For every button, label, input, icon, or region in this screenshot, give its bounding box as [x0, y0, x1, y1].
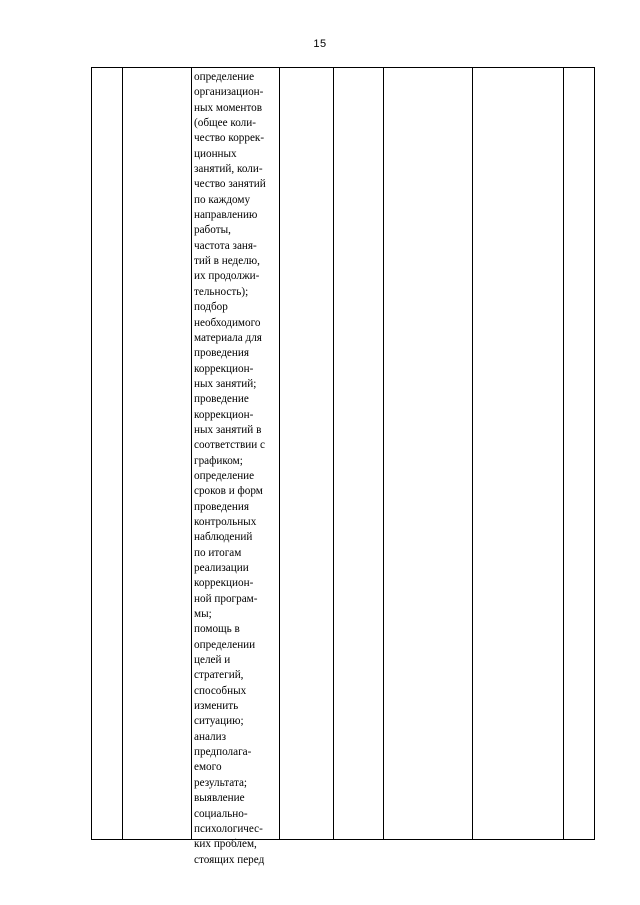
cell-text-line: частота заня-: [194, 239, 257, 252]
table-column-divider: [563, 68, 564, 839]
cell-text-line: наблюдений: [194, 531, 253, 544]
cell-text-line: стратегий,: [194, 669, 244, 682]
table-column-divider: [383, 68, 384, 839]
table-column-divider: [122, 68, 123, 839]
cell-text-line: способных: [194, 684, 247, 697]
cell-text-line: тельность);: [194, 285, 249, 298]
cell-text-line: реализации: [194, 562, 249, 574]
cell-text-line: организацион-: [194, 86, 264, 99]
table-column-divider: [191, 68, 192, 839]
cell-text-line: соответствии с: [194, 439, 265, 452]
cell-text-line: их продолжи-: [194, 270, 260, 283]
cell-text-line: изменить: [194, 700, 239, 713]
cell-text-line: проведения: [194, 500, 249, 513]
cell-text-line: стоящих перед: [194, 853, 265, 866]
page-number: 15: [313, 38, 327, 50]
cell-text-line: контрольных: [194, 515, 257, 528]
cell-text-line: определение: [194, 71, 255, 83]
cell-text-line: чество коррек-: [194, 132, 265, 145]
cell-text-line: тий в неделю,: [194, 255, 260, 268]
cell-text-line: коррекцион-: [194, 362, 254, 375]
cell-text-line: материала для: [194, 331, 262, 344]
cell-text-line: по итогам: [194, 546, 242, 559]
cell-text-line: ных моментов: [194, 101, 263, 114]
table-column-divider: [333, 68, 334, 839]
cell-text-line: коррекцион-: [194, 577, 254, 590]
cell-text-line: емого: [194, 761, 222, 774]
cell-text-line: помощь в: [194, 623, 240, 636]
table-cell-activities: [194, 68, 280, 868]
cell-text-line: сроков и форм: [194, 485, 263, 498]
cell-text-line: предполага-: [194, 746, 252, 759]
cell-text-line: ситуацию;: [194, 715, 244, 728]
cell-text-line: графиком;: [194, 454, 243, 467]
cell-text-line: ных занятий;: [194, 377, 257, 390]
cell-text-line: ных занятий в: [194, 423, 262, 436]
cell-text-line: ной програм-: [194, 592, 258, 605]
cell-text-line: коррекцион-: [194, 408, 254, 421]
cell-text-line: социально-: [194, 807, 248, 820]
cell-text-line: чество занятий: [194, 178, 266, 191]
cell-text-line: по каждому: [194, 193, 251, 206]
cell-text-line: мы;: [194, 608, 212, 621]
document-table: [91, 67, 595, 866]
cell-text-line: направлению: [194, 209, 258, 222]
cell-text-line: ционных: [194, 147, 237, 160]
cell-text-line: проведение: [194, 393, 249, 406]
cell-text-line: работы,: [194, 224, 231, 237]
cell-text-line: ких проблем,: [194, 838, 257, 851]
cell-text-line: результата;: [194, 776, 248, 789]
cell-text-line: анализ: [194, 730, 227, 743]
cell-text-line: подбор: [194, 301, 228, 314]
cell-text-line: проведения: [194, 347, 249, 360]
cell-text-line: необходимого: [194, 316, 261, 329]
table-column-divider: [472, 68, 473, 839]
cell-text-line: целей и: [194, 654, 231, 667]
cell-text-line: психологичес-: [194, 822, 263, 835]
cell-text-line: выявление: [194, 792, 245, 805]
cell-text-line: занятий, коли-: [194, 163, 263, 176]
cell-text-line: (общее коли-: [194, 117, 256, 130]
cell-text-line: определении: [194, 638, 256, 651]
cell-text-line: определение: [194, 469, 255, 482]
